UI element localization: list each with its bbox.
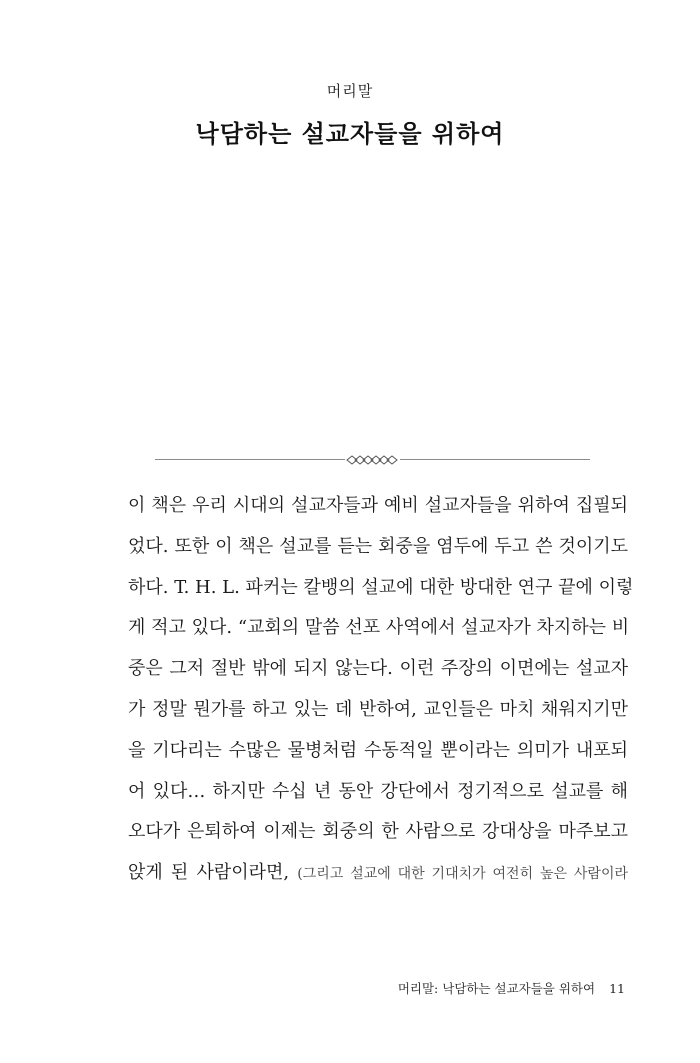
body-line: 가 정말 뭔가를 하고 있는 데 반하여, 교인들은 마치 채워지기만: [128, 698, 628, 720]
divider-line-right: [400, 459, 590, 460]
running-footer: [360, 979, 625, 997]
section-label: 머리말: [326, 82, 374, 100]
body-line: 오다가 은퇴하여 이제는 회중의 한 사람으로 강대상을 마주보고: [128, 821, 628, 843]
body-line-last: [128, 853, 628, 894]
running-title: 머리말: 낙담하는 설교자들을 위하여: [397, 981, 596, 996]
body-line-main-text: 앉게 된 사람이라면,: [128, 862, 298, 884]
body-line: 이 책은 우리 시대의 설교자들과 예비 설교자들을 위하여 집필되: [128, 495, 628, 516]
page-title: 낙담하는 설교자들을 위하여: [195, 120, 505, 148]
page-number: 11: [609, 981, 625, 996]
body-line: 중은 그저 절반 밖에 되지 않는다. 이런 주장의 이면에는 설교자: [128, 658, 628, 680]
body-line: 을 기다리는 수많은 물병처럼 수동적일 뿐이라는 의미가 내포되: [128, 739, 628, 761]
body-line: 게 적고 있다. “교회의 말씀 선포 사역에서 설교자가 차지하는 비: [128, 617, 630, 639]
diamond-chain-icon: [345, 452, 400, 468]
body-line: 었다. 또한 이 책은 설교를 듣는 회중을 염두에 두고 쓴 것이기도: [128, 535, 628, 557]
divider-line-left: [155, 459, 345, 460]
body-line: 하다. T. H. L. 파커는 칼뱅의 설교에 대한 방대한 연구 끝에 이렇: [128, 576, 634, 598]
ornamental-divider: [155, 452, 590, 468]
body-text: [128, 486, 634, 894]
body-line: 어 있다… 하지만 수십 년 동안 강단에서 정기적으로 설교를 해: [128, 780, 628, 802]
body-line-aside-text: (그리고 설교에 대한 기대치가 여전히 높은 사람이라: [297, 866, 628, 883]
